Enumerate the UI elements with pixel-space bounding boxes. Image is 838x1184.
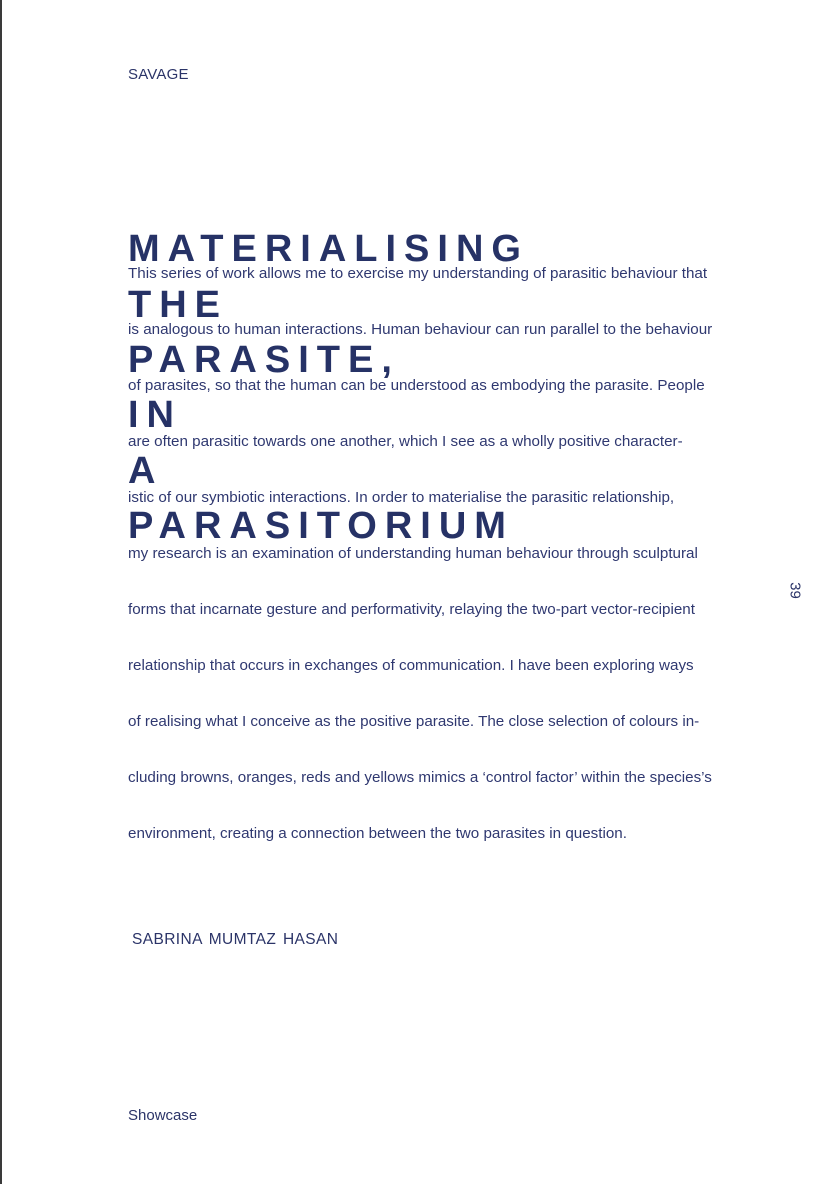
body-line: are often parasitic towards one another, which I see as a wholly positive character- [128, 433, 683, 450]
body-line: relationship that occurs in exchanges of communication. I have been exploring ways [128, 657, 694, 674]
body-line: istic of our symbiotic interactions. In order to materialise the parasitic relationship, [128, 489, 675, 506]
title-word: MATERIALISING [128, 228, 529, 270]
footer-publication: Showcase [128, 1107, 198, 1124]
body-line: This series of work allows me to exercise my understanding of parasitic behaviour that [128, 265, 708, 282]
section-header: SAVAGE [128, 66, 189, 83]
body-line: is analogous to human interactions. Human behaviour can run parallel to the behaviour [128, 321, 713, 338]
body-line: environment, creating a connection between the two parasites in question. [128, 825, 627, 842]
title-word: PARASITORIUM [128, 505, 514, 547]
title-word: A [128, 450, 164, 492]
page-number: 39 [786, 582, 804, 599]
body-line: cluding browns, oranges, reds and yellows mimics a ‘control factor’ within the species’s [128, 769, 712, 786]
body-line: of parasites, so that the human can be understood as embodying the parasite. People [128, 377, 705, 394]
title-word: THE [128, 284, 228, 326]
body-line: of realising what I conceive as the positive parasite. The close selection of colours in- [128, 713, 700, 730]
title-word: PARASITE, [128, 339, 400, 381]
author-name: SABRINA MUMTAZ HASAN [132, 931, 339, 948]
title-word: IN [128, 394, 182, 436]
body-line: my research is an examination of understanding human behaviour through sculptural [128, 545, 698, 562]
page-edge-rule [0, 0, 2, 1184]
body-line: forms that incarnate gesture and performativity, relaying the two-part vector-recipient [128, 601, 695, 618]
